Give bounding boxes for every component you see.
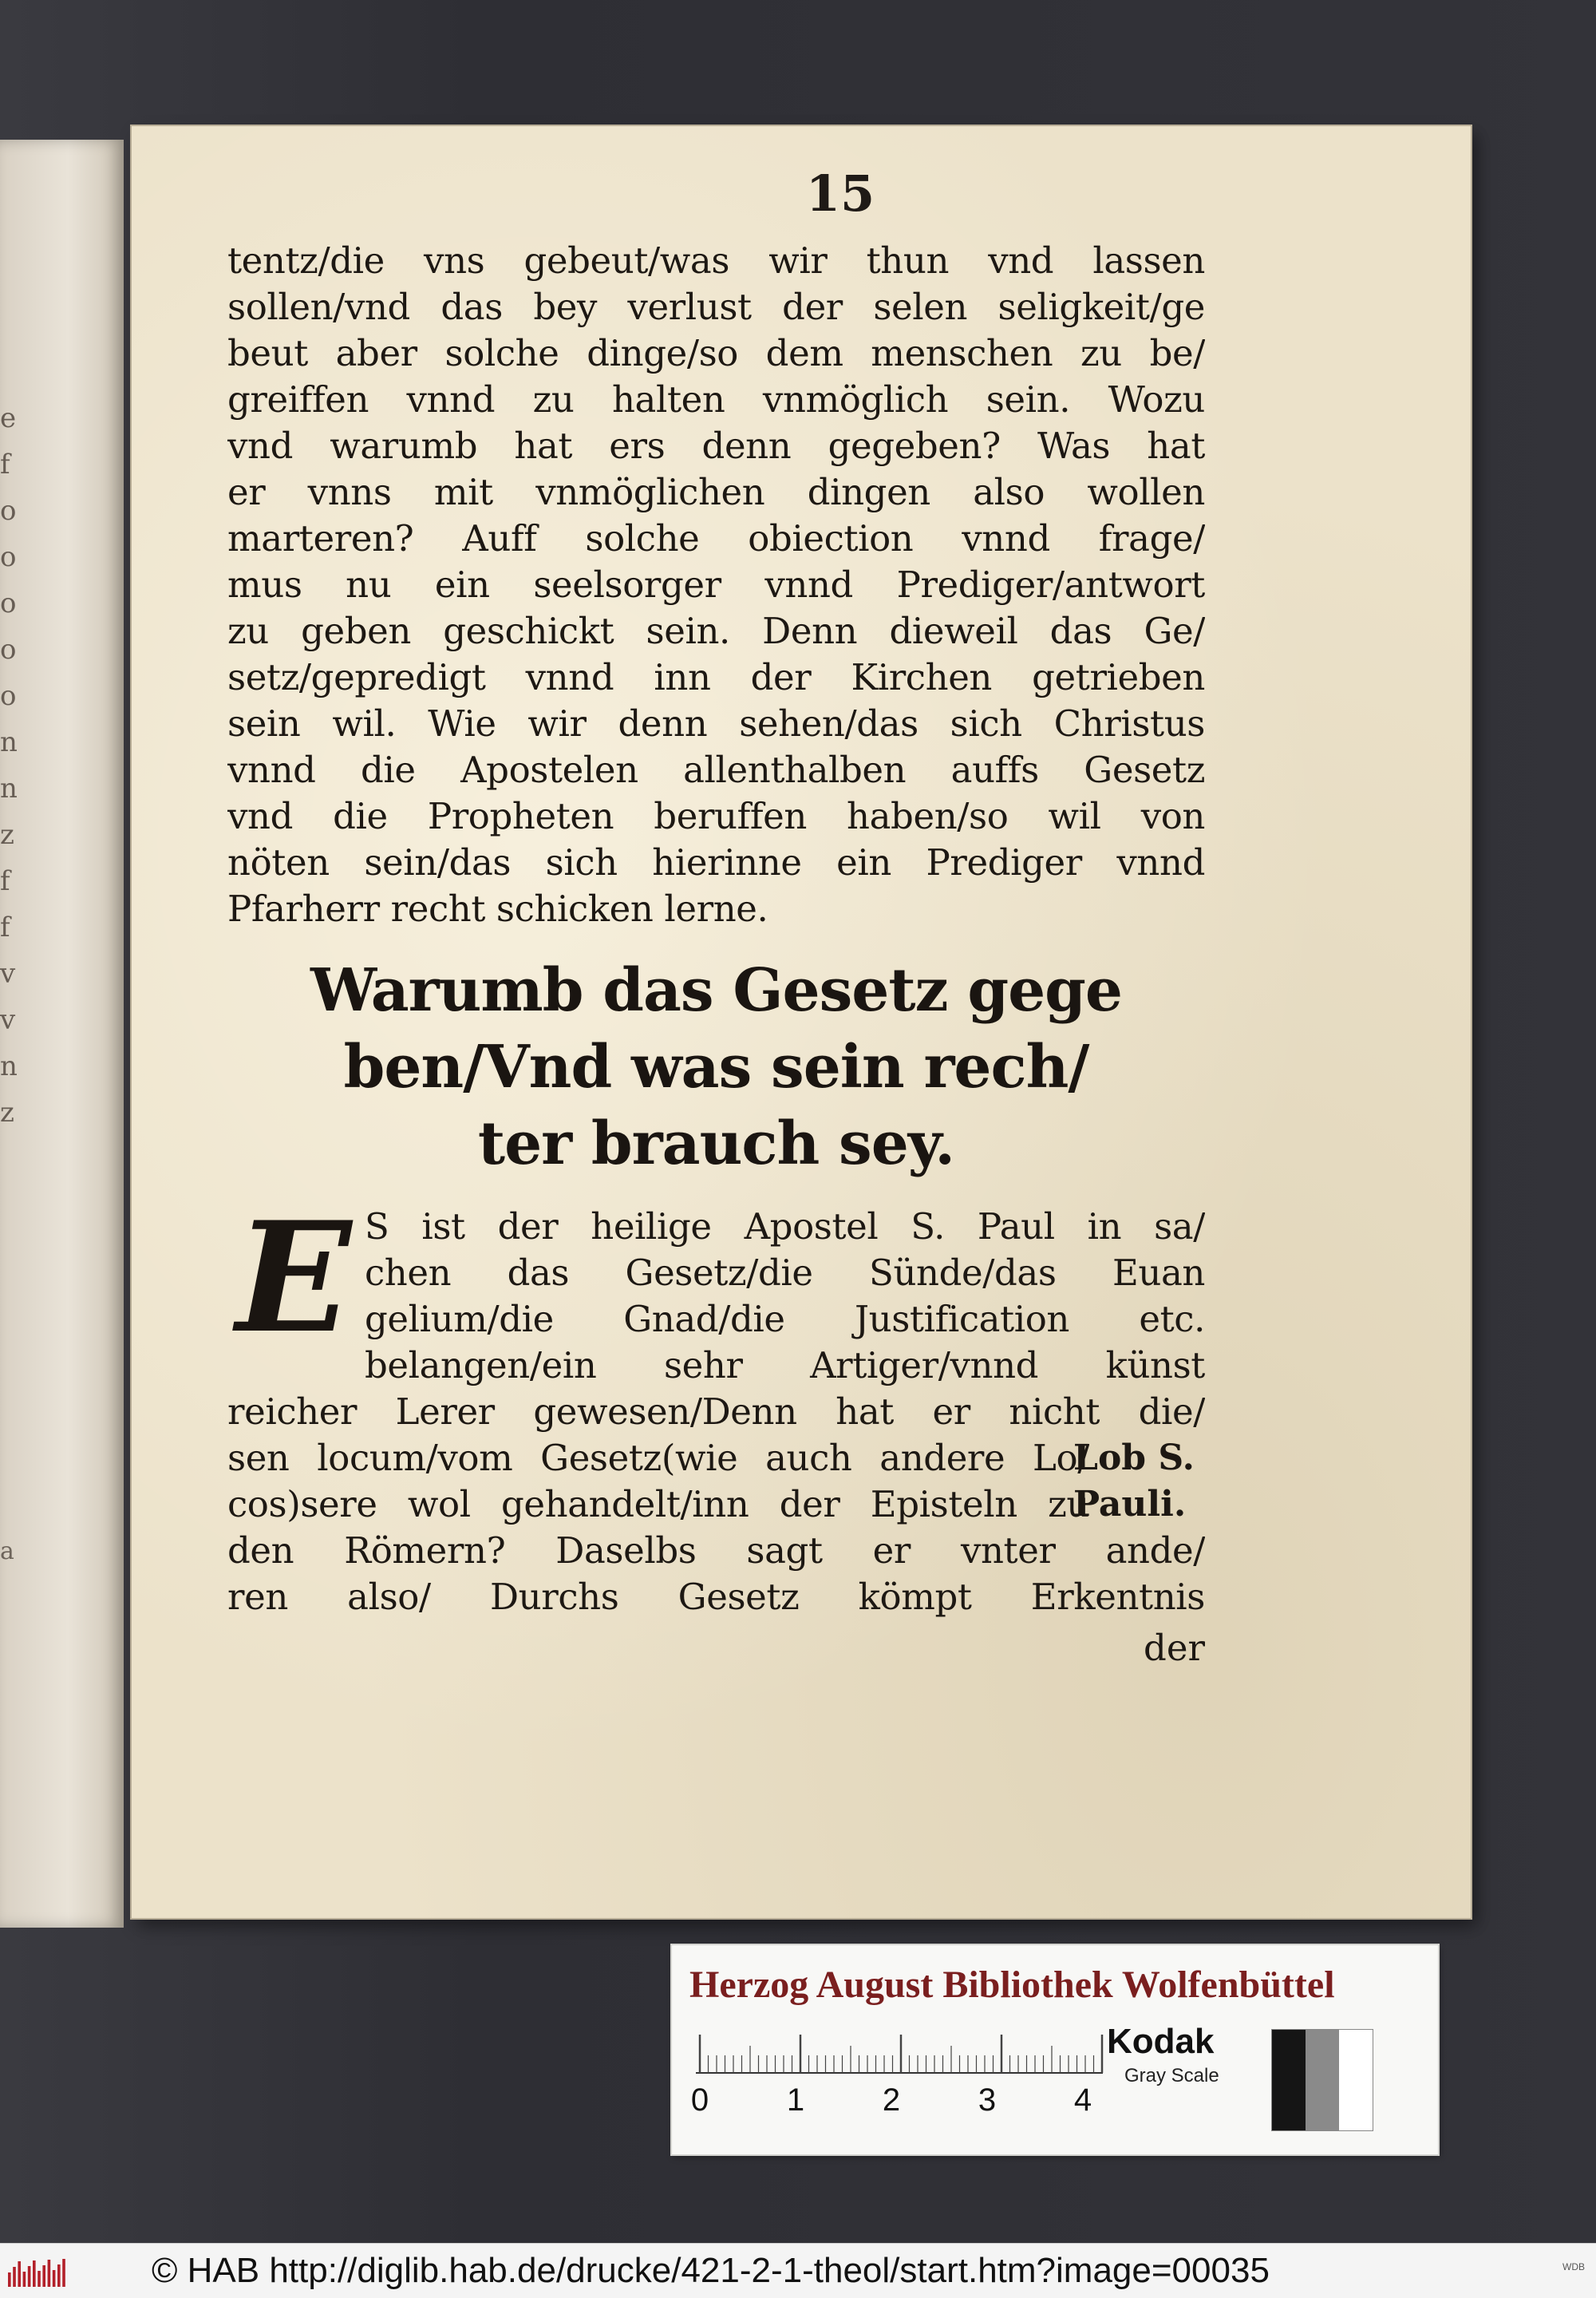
text-line: sein wil. Wie wir denn sehen/das sich Christus — [227, 702, 1205, 745]
heading-line: ter brauch sey. — [477, 1109, 955, 1178]
text-line: vnd warumb hat ers denn gegeben? Was hat — [227, 425, 1205, 467]
fragment-letter: o — [0, 680, 17, 712]
ruler-number: 0 — [690, 2082, 709, 2118]
gray-swatch — [1306, 2030, 1339, 2130]
fragment-letter: v — [0, 958, 16, 990]
text-line: belangen/ein sehr Artiger/vnnd künst — [365, 1344, 1205, 1386]
gray-scale-label: Gray Scale — [1124, 2065, 1219, 2086]
fragment-letter: o — [0, 495, 17, 527]
footer-tiny-mark: WDB — [1562, 2261, 1585, 2272]
brand-label: Kodak — [1107, 2022, 1215, 2061]
fragment-letter: f — [0, 865, 10, 897]
fragment-letter: f — [0, 449, 10, 481]
logo-bar — [53, 2270, 56, 2287]
gray-swatch — [1339, 2030, 1373, 2130]
fragment-letter: o — [0, 587, 17, 619]
logo-bar — [18, 2261, 21, 2287]
heading-line: Warumb das Gesetz gege — [310, 956, 1122, 1025]
logo-bar — [57, 2264, 61, 2287]
page-number: 15 — [805, 164, 875, 223]
fragment-letter: n — [0, 1050, 18, 1082]
library-name: Herzog August Bibliothek Wolfenbüttel — [689, 1964, 1335, 2006]
body-text — [227, 238, 1205, 932]
fragment-letter: v — [0, 1004, 16, 1036]
text-line: ren also/ Durchs Gesetz kömpt Erkentnis — [227, 1576, 1205, 1618]
text-line: beut aber solche dinge/so dem menschen zu be/ — [227, 332, 1205, 374]
marginal-note-line: Pauli. — [1073, 1484, 1187, 1525]
fragment-letter: o — [0, 541, 17, 573]
text-line: vnnd die Apostelen allenthalben auffs Gesetz — [227, 749, 1205, 791]
text-line: cos)sere wol gehandelt/inn der Episteln zu — [227, 1483, 1089, 1525]
marginal-note-line: Lob S. — [1073, 1438, 1195, 1478]
logo-bar — [28, 2266, 31, 2287]
text-line: zu geben geschickt sein. Denn dieweil das Ge/ — [227, 610, 1205, 652]
gray-swatches — [1272, 2030, 1373, 2130]
ruler-number: 1 — [786, 2082, 805, 2118]
logo-bar — [48, 2260, 51, 2287]
text-line: den Römern? Daselbs sagt er vnter ande/ — [227, 1529, 1205, 1572]
logo-bar — [8, 2272, 11, 2287]
gray-swatch — [1272, 2030, 1306, 2130]
fragment-letter: z — [0, 819, 14, 851]
section-heading — [267, 952, 1165, 1182]
text-line: setz/gepredigt vnnd inn der Kirchen getrieben — [227, 656, 1205, 698]
ruler-number: 2 — [882, 2082, 901, 2118]
ruler-number: 3 — [978, 2082, 997, 2118]
logo-bar — [38, 2271, 41, 2287]
logo-bar — [23, 2272, 26, 2287]
footer-bar — [0, 2243, 1596, 2298]
fragment-letter: z — [0, 1097, 14, 1129]
ruler-numbers — [680, 2082, 1127, 2122]
text-line: vnd die Propheten beruffen haben/so wil von — [227, 795, 1205, 837]
decorated-initial: E — [235, 1189, 352, 1367]
text-line: Pfarherr recht schicken lerne. — [227, 888, 768, 930]
text-line: reicher Lerer gewesen/Denn hat er nicht die/ — [227, 1390, 1205, 1433]
fragment-letter: n — [0, 773, 18, 805]
text-line: tentz/die vns gebeut/was wir thun vnd lassen — [227, 239, 1205, 282]
adjacent-page-edge — [0, 140, 124, 1928]
second-paragraph — [227, 1189, 1205, 1620]
ruler-number: 4 — [1073, 2082, 1092, 2118]
fragment-letter: a — [0, 1537, 14, 1565]
text-line: sen locum/vom Gesetz(wie auch andere Lo/ — [227, 1437, 1089, 1479]
fragment-letter: o — [0, 634, 17, 666]
logo-bar — [33, 2260, 36, 2287]
text-line: S ist der heilige Apostel S. Paul in sa/ — [365, 1205, 1205, 1248]
text-line: marteren? Auff solche obiection vnnd frage/ — [227, 517, 1205, 560]
book-page — [132, 126, 1471, 1918]
text-line: chen das Gesetz/die Sünde/das Euan — [365, 1252, 1205, 1294]
marginal-note — [1073, 1435, 1233, 1528]
text-line: gelium/die Gnad/die Justification etc. — [365, 1298, 1205, 1340]
library-color-card — [672, 1945, 1438, 2154]
text-line: er vnns mit vnmöglichen dingen also wollen — [227, 471, 1205, 513]
logo-bar — [42, 2265, 45, 2287]
text-line: nöten sein/das sich hierinne ein Prediger vnnd — [227, 841, 1205, 884]
text-line: mus nu ein seelsorger vnnd Prediger/antwort — [227, 564, 1205, 606]
catchword: der — [1144, 1627, 1205, 1669]
text-line: sollen/vnd das bey verlust der selen seligkeit/ge — [227, 286, 1205, 328]
footer-source-link[interactable]: © HAB http://diglib.hab.de/drucke/421-2-1-theol/start.htm?image=00035 — [152, 2251, 1270, 2290]
fragment-letter: n — [0, 726, 18, 758]
adjacent-page-text-fragments — [0, 395, 40, 1136]
fragment-letter: e — [0, 402, 17, 434]
heading-line: ben/Vnd was sein rech/ — [343, 1033, 1089, 1102]
fragment-letter: f — [0, 912, 10, 943]
adjacent-page-text-fragments-lower — [0, 1529, 24, 1575]
logo-bar — [62, 2259, 65, 2287]
ruler-scale — [696, 2027, 1111, 2075]
hab-logo-icon — [6, 2252, 70, 2288]
text-line: greiffen vnnd zu halten vnmöglich sein. Wozu — [227, 378, 1205, 421]
logo-bar — [13, 2267, 16, 2287]
